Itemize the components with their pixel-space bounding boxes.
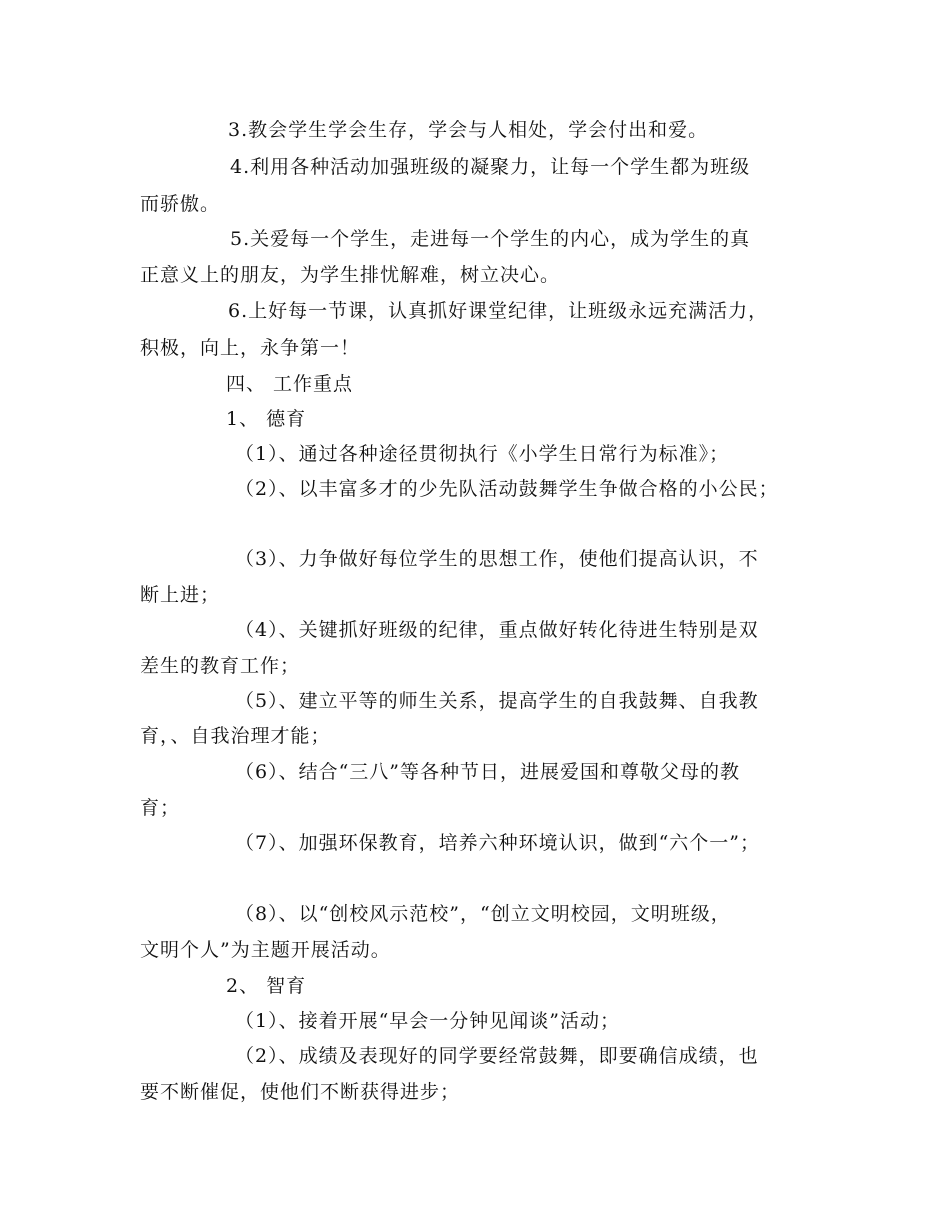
text-line: 5.关爱每一个学生，走进每一个学生的内心，成为学生的真	[230, 228, 751, 250]
list-item: （2）、成绩及表现好的同学要经常鼓舞，即要确信成绩，也	[235, 1045, 759, 1067]
list-item: （6）、结合“三八”等各种节日，进展爱国和尊敬父母的教	[235, 761, 741, 783]
list-item: （4）、关键抓好班级的纪律，重点做好转化待进生特别是双	[235, 619, 759, 641]
text-line: 断上进；	[140, 584, 221, 606]
subsection-heading: 2、 智育	[226, 975, 307, 997]
list-item: （8）、以“创校风示范校”，“创立文明校园，文明班级，	[235, 903, 731, 925]
list-item: （7）、加强环保教育，培养六种环境认识，做到“六个一”；	[235, 832, 761, 854]
list-item: （5）、建立平等的师生关系，提高学生的自我鼓舞、自我教	[235, 690, 759, 712]
text-line: 积极，向上，永争第一！	[140, 337, 361, 359]
text-line: 育；	[140, 797, 181, 819]
text-line: 育，、自我治理才能；	[140, 725, 331, 747]
text-line: 差生的教育工作；	[140, 655, 301, 677]
list-item: （1）、通过各种途径贯彻执行《小学生日常行为标准》；	[235, 443, 730, 465]
text-line: 要不断催促，使他们不断获得进步；	[140, 1081, 461, 1103]
text-line: 4.利用各种活动加强班级的凝聚力，让每一个学生都为班级	[230, 156, 751, 178]
text-line: 正意义上的朋友，为学生排忧解难，树立决心。	[140, 264, 561, 286]
list-item: （1）、接着开展“早会一分钟见闻谈”活动；	[235, 1010, 621, 1032]
text-line: 而骄傲。	[140, 193, 221, 215]
list-item: （2）、以丰富多才的少先队活动鼓舞学生争做合格的小公民；	[235, 478, 779, 500]
list-item: （3）、力争做好每位学生的思想工作，使他们提高认识，不	[235, 548, 759, 570]
text-line: 文明个人”为主题开展活动。	[140, 939, 391, 961]
text-line: 3.教会学生学会生存，学会与人相处，学会付出和爱。	[228, 119, 709, 141]
text-line: 6.上好每一节课，认真抓好课堂纪律，让班级永远充满活力，	[228, 300, 769, 322]
section-heading: 四、 工作重点	[226, 373, 354, 395]
subsection-heading: 1、 德育	[226, 408, 307, 430]
